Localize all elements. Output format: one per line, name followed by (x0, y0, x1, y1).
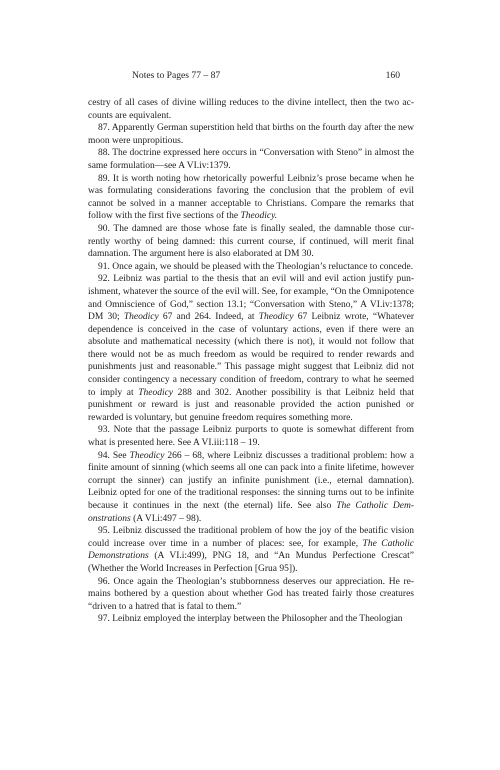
note-text: 87. Apparently German superstition held that births on the fourth day after the new moon were unpropitious. (88, 123, 414, 146)
note-text: 93. Note that the passage Leibniz purports to quote is somewhat different from what is presented here. See A VI.iii:118 – 19. (88, 425, 414, 449)
note-90 (88, 223, 414, 261)
note-text: (A VI.i:499), PNG 18, and “An Mundus Perfectione Crescat” (Whether the World Increases in Perfection [Grua 95]). (88, 551, 414, 574)
note-89 (88, 173, 414, 223)
note-92 (88, 273, 414, 424)
note-88 (88, 147, 414, 172)
italic-title: Theodicy (258, 312, 294, 323)
italic-title: Theodicy (123, 312, 159, 323)
note-94 (88, 450, 414, 526)
note-96 (88, 576, 414, 614)
note-text: cestry of all cases of divine willing reduces to the divine intellect, then the two accounts are equivalent. (88, 98, 414, 121)
italic-title: Theodicy (129, 450, 165, 461)
note-text: 97. Leibniz employed the interplay between the Philosopher and the Theologian (98, 614, 403, 625)
note-text: 288 and 302. Another possibility is that Leibniz held that punishment or reward is just and reasonable provided the action punished or rewarded is voluntary, but genuine freedom requires something more. (88, 387, 414, 423)
note-text: 91. Once again, we should be pleased with the Theologian’s reluctance to concede. (98, 261, 414, 272)
note-87 (88, 122, 414, 147)
note-text: 92. Leibniz was partial to the thesis that an evil will and evil action justify punishment, whatever the source of the evil will. See, for example, “On the Omnipotence and Omniscience of God,” section 13.1; “Conversation with Steno,” A VI.iv:1378; DM 30; (88, 274, 414, 323)
running-head-title: Notes to Pages 77 – 87 (132, 70, 221, 81)
page-number: 160 (385, 70, 400, 81)
note-text: 89. It is worth noting how rhetorically powerful Leibniz’s prose became when he was formulating considerations favoring the conclusion that the problem of evil cannot be solved in a manner acceptable to Christians. Compare the remarks that follow with the first five sections of the (88, 173, 414, 222)
note-text: 94. See (98, 450, 130, 461)
italic-title: The Catholic Demonstrations (88, 538, 414, 562)
note-continuation (88, 97, 414, 122)
running-head (132, 70, 400, 82)
notes-text-block (88, 97, 414, 626)
note-text: 67 and 264. Indeed, at (158, 312, 259, 323)
note-93 (88, 424, 414, 449)
note-95 (88, 525, 414, 575)
note-text: 96. Once again the Theologian’s stubbornness deserves our appreciation. He remains bothered by a question about whether God has treated fairly those creatures “driven to a hatred that is fatal to them.” (88, 576, 414, 612)
note-text: 266 – 68, where Leibniz discusses a traditional problem: how a finite amount of sinning (which seems all one can pack into a finite lifetime, however corrupt the sinner) can justify an infinite punishment (i.e., eternal damnation). Leibniz opted for one of the traditional responses: the sinning turns out to be infinite because it continues in the next (the eternal) life. See also (88, 450, 415, 511)
note-text: 90. The damned are those whose fate is finally sealed, the damnable those currently worthy of being damned: this current course, if continued, will merit final damnation. The argument here is also elaborated at DM 30. (88, 223, 414, 260)
note-text: 88. The doctrine expressed here occurs in “Conversation with Steno” in almost the same formulation—see A VI.iv:1379. (88, 148, 414, 171)
note-text: 67 Leibniz wrote, “Whatever dependence is conceived in the case of voluntary actions, even if there were an absolute and mathematical necessity (which there is not), it would not follow that there would not be as much freedom as would be required to render rewards and punishments just and reasonable.” This passage might suggest that Leibniz did not consider contingency a necessary condition of freedom, contrary to what he seemed to imply at (88, 312, 415, 398)
note-91 (88, 261, 414, 274)
italic-title: Theodicy. (240, 211, 278, 222)
note-text: 95. Leibniz discussed the traditional problem of how the joy of the beatific vision could increase over time in a number of places: see, for example, (88, 526, 414, 549)
italic-title: Theodicy (138, 387, 174, 398)
italic-title: The Catholic Demonstrations (88, 501, 414, 524)
note-97 (88, 613, 414, 626)
note-text: (A VI.i:497 – 98). (130, 513, 202, 524)
